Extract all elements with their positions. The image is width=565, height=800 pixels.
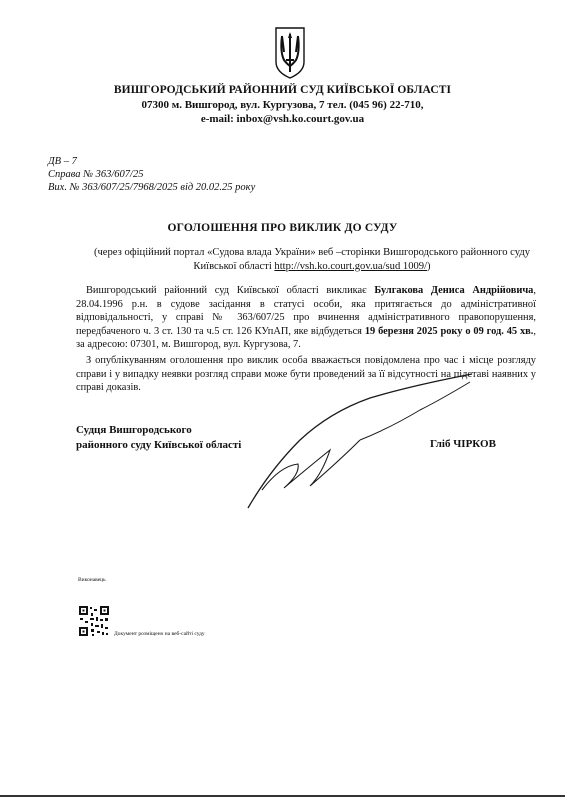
judge-name: Гліб ЧІРКОВ xyxy=(430,438,496,450)
outgoing-number: Вих. № 363/607/25/7968/2025 від 20.02.25 року xyxy=(48,182,256,193)
summons-text-a: Вишгородський районний суд Київської області викликає xyxy=(86,285,375,296)
court-email: e-mail: inbox@vsh.ko.court.gov.ua xyxy=(200,113,365,125)
judge-title xyxy=(76,423,241,453)
case-number: Справа № 363/607/25 xyxy=(48,169,144,180)
court-website-link[interactable]: http://vsh.ko.court.gov.ua/sud 1009/ xyxy=(274,260,428,272)
hearing-datetime: 19 березня 2025 року о 09 год. 45 хв. xyxy=(364,325,534,337)
executor-label: Виконавець xyxy=(78,577,106,583)
notice-paragraph: З опублікуванням оголошення про виклик особа вважається повідомлена про час і місце розгляду справи і у випадку неявки розгляд справи може бути проведений за її відсутності на підставі наявних у справі доказів. xyxy=(76,355,536,394)
qr-code-icon[interactable] xyxy=(78,605,110,637)
judge-title-line2: районного суду Київської області xyxy=(76,439,242,451)
court-address: 07300 м. Вишгород, вул. Кургузова, 7 тел. (045 96) 22-710, xyxy=(141,99,424,111)
portal-note xyxy=(88,246,536,273)
summons-paragraph xyxy=(76,284,536,352)
summons-text-c: , за адресою: 07301, м. Вишгород, вул. Кургузова, 7. xyxy=(76,325,536,351)
portal-close: ) xyxy=(427,260,431,272)
page-bottom-border xyxy=(0,795,565,797)
summons-text-b: , 28.04.1996 р.н. в судове засідання в статусі особи, яка притягається до адміністративної відповідальності, у справі № 363/607/25 про вчинення адміністративного правопорушення, передбаченого ч. 3 ст. 130 та ч.5 ст. 126 КУпАП, яке відбудеться xyxy=(76,285,536,337)
qr-caption: Документ розміщено на веб-сайті суду xyxy=(114,631,205,637)
page-title: ОГОЛОШЕННЯ ПРО ВИКЛИК ДО СУДУ xyxy=(167,222,398,234)
document-code: ДВ – 7 xyxy=(48,156,77,167)
summoned-person-name: Булгакова Дениса Андрійовича xyxy=(374,285,534,296)
portal-text: (через офіційний портал «Судова влада України» веб –сторінки Вишгородського районного суду Київської області xyxy=(93,247,531,272)
court-name: ВИШГОРОДСЬКИЙ РАЙОННИЙ СУД КИЇВСЬКОЇ ОБЛАСТІ xyxy=(113,84,452,96)
judge-title-line1: Судця Вишгородського xyxy=(76,424,192,436)
coat-of-arms-icon xyxy=(272,22,308,80)
